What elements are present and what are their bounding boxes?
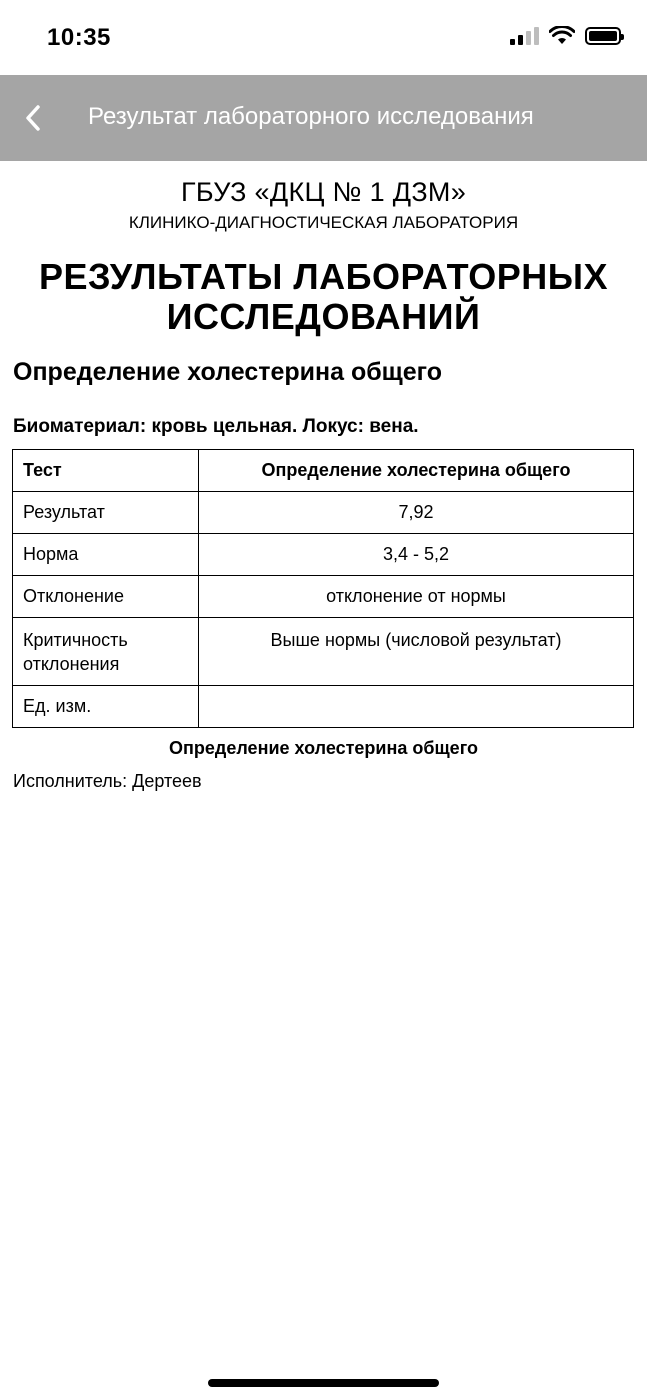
table-row [13, 576, 634, 618]
biomaterial: Биоматериал: кровь цельная. Локус: вена. [13, 416, 419, 437]
table-cell-value: 7,92 [199, 492, 634, 534]
table-cell-label: Отклонение [13, 576, 199, 618]
page-title-line-2: ИССЛЕДОВАНИЙ [166, 296, 481, 337]
home-indicator[interactable] [208, 1379, 439, 1387]
table-row [13, 534, 634, 576]
results-table [12, 449, 634, 728]
signal-icon [510, 27, 539, 45]
table-cell-label: Критичность отклонения [13, 618, 199, 686]
table-cell-value [199, 686, 634, 728]
table-cell-label: Норма [13, 534, 199, 576]
table-row [13, 492, 634, 534]
status-icons [510, 26, 621, 45]
table-row [13, 686, 634, 728]
table-cell-label: Ед. изм. [13, 686, 199, 728]
page-title [0, 257, 647, 337]
nav-bar [0, 75, 647, 161]
status-bar [0, 0, 647, 75]
table-header-cell: Определение холестерина общего [199, 450, 634, 492]
nav-title: Результат лабораторного исследования [88, 103, 534, 130]
status-time: 10:35 [47, 24, 111, 51]
page-title-line-1: РЕЗУЛЬТАТЫ ЛАБОРАТОРНЫХ [39, 256, 608, 297]
executor: Исполнитель: Дертеев [13, 771, 202, 791]
table-header-cell: Тест [13, 450, 199, 492]
chevron-left-icon[interactable] [18, 103, 48, 133]
table-cell-value: 3,4 - 5,2 [199, 534, 634, 576]
table-header-row [13, 450, 634, 492]
table-caption: Определение холестерина общего [169, 738, 478, 758]
test-name: Определение холестерина общего [13, 358, 443, 386]
table-row [13, 618, 634, 686]
org-name: ГБУЗ «ДКЦ № 1 ДЗМ» [180, 177, 467, 207]
table-cell-value: отклонение от нормы [199, 576, 634, 618]
org-department: КЛИНИКО-ДИАГНОСТИЧЕСКАЯ ЛАБОРАТОРИЯ [128, 213, 519, 232]
table-cell-label: Результат [13, 492, 199, 534]
table-cell-value: Выше нормы (числовой результат) [199, 618, 634, 686]
battery-icon [585, 27, 621, 45]
wifi-icon [549, 26, 575, 45]
